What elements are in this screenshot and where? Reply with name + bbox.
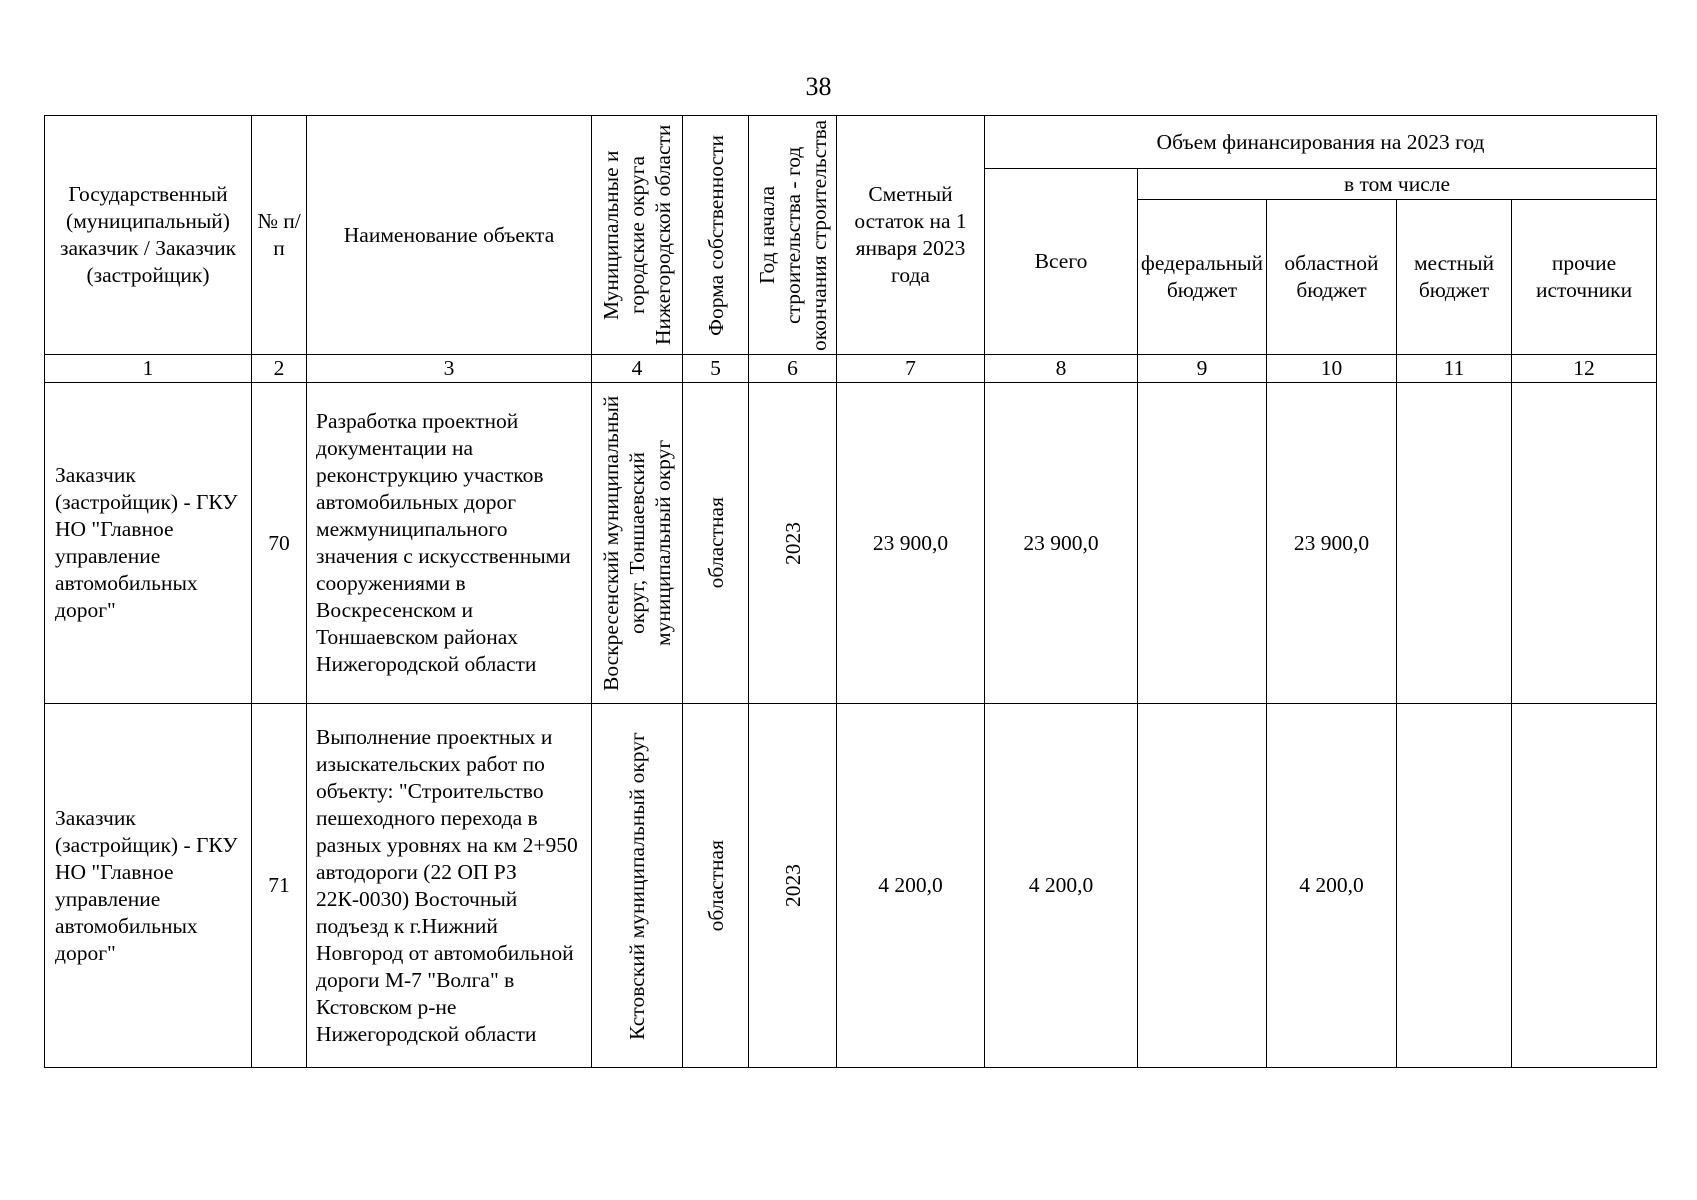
row-district: Кстовский муниципальный округ <box>592 704 683 1068</box>
row-number: 70 <box>252 383 307 704</box>
column-number: 7 <box>837 355 985 383</box>
column-number: 4 <box>592 355 683 383</box>
row-other <box>1512 383 1657 704</box>
column-number: 2 <box>252 355 307 383</box>
table-row <box>45 383 1657 704</box>
row-number: 71 <box>252 704 307 1068</box>
header-years: Год начала строительства - год окончания строительства <box>749 116 837 355</box>
column-number: 11 <box>1397 355 1512 383</box>
column-number: 1 <box>45 355 252 383</box>
row-object-name: Разработка проектной документации на реконструкцию участков автомобильных дорог межмуниципального значения с искусственными сооружениями в Воскресенском и Тоншаевском районах Нижегородской области <box>307 383 592 704</box>
row-other <box>1512 704 1657 1068</box>
header-federal: федеральный бюджет <box>1138 200 1267 355</box>
header-total: Всего <box>985 169 1138 355</box>
column-number: 3 <box>307 355 592 383</box>
header-financing: Объем финансирования на 2023 год <box>985 116 1657 169</box>
column-number: 10 <box>1267 355 1397 383</box>
header-object-name: Наименование объекта <box>307 116 592 355</box>
header-districts: Муниципальные и городские округа Нижегородской области <box>592 116 683 355</box>
row-object-name: Выполнение проектных и изыскательских работ по объекту: "Строительство пешеходного перехода в разных уровнях на км 2+950 автодороги (22 ОП РЗ 22К-0030) Восточный подъезд к г.Нижний Новгород от автомобильной дороги М-7 "Волга" в Кстовском р-не Нижегородской области <box>307 704 592 1068</box>
header-other: прочие источники <box>1512 200 1657 355</box>
row-local <box>1397 383 1512 704</box>
row-regional: 4 200,0 <box>1267 704 1397 1068</box>
row-ownership: областная <box>683 704 749 1068</box>
column-number: 12 <box>1512 355 1657 383</box>
header-regional: областной бюджет <box>1267 200 1397 355</box>
header-number: № п/п <box>252 116 307 355</box>
header-estimated-balance: Сметный остаток на 1 января 2023 года <box>837 116 985 355</box>
row-years: 2023 <box>749 704 837 1068</box>
column-number: 8 <box>985 355 1138 383</box>
header-local: местный бюджет <box>1397 200 1512 355</box>
row-years: 2023 <box>749 383 837 704</box>
column-number: 6 <box>749 355 837 383</box>
row-district: Воскресенский муниципальный округ, Тоншаевский муниципальный округ <box>592 383 683 704</box>
row-federal <box>1138 383 1267 704</box>
table-row <box>45 704 1657 1068</box>
header-including: в том числе <box>1138 169 1657 200</box>
page-number: 38 <box>805 72 832 101</box>
row-federal <box>1138 704 1267 1068</box>
row-total: 23 900,0 <box>985 383 1138 704</box>
row-customer: Заказчик (застройщик) - ГКУ НО "Главное управление автомобильных дорог" <box>45 383 252 704</box>
row-total: 4 200,0 <box>985 704 1138 1068</box>
row-estimated-balance: 23 900,0 <box>837 383 985 704</box>
column-number: 5 <box>683 355 749 383</box>
header-ownership: Форма собственности <box>683 116 749 355</box>
header-customer: Государственный (муниципальный) заказчик / Заказчик (застройщик) <box>45 116 252 355</box>
column-number: 9 <box>1138 355 1267 383</box>
construction-financing-table <box>44 115 1657 1068</box>
column-number-row <box>45 355 1657 383</box>
row-regional: 23 900,0 <box>1267 383 1397 704</box>
row-customer: Заказчик (застройщик) - ГКУ НО "Главное управление автомобильных дорог" <box>45 704 252 1068</box>
row-local <box>1397 704 1512 1068</box>
row-ownership: областная <box>683 383 749 704</box>
row-estimated-balance: 4 200,0 <box>837 704 985 1068</box>
